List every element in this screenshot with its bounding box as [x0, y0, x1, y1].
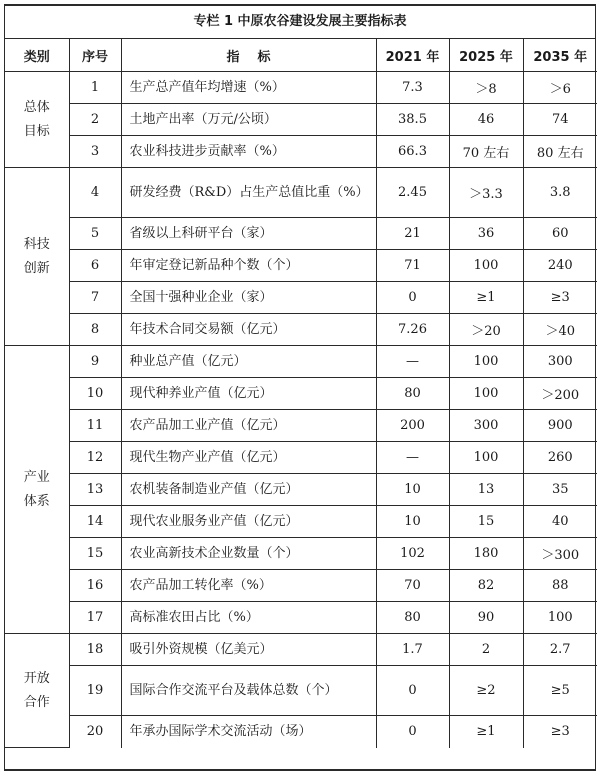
table-row [5, 442, 597, 474]
value-2025-cell: 180 [449, 538, 523, 570]
indicator-cell: 年承办国际学术交流活动（场） [121, 716, 376, 748]
category-cell [5, 346, 69, 634]
value-2021-cell: 2.45 [376, 168, 449, 218]
table-row [5, 602, 597, 634]
value-2021-cell: — [376, 346, 449, 378]
seq-cell: 12 [69, 442, 121, 474]
seq-cell: 17 [69, 602, 121, 634]
indicator-cell: 省级以上科研平台（家） [121, 218, 376, 250]
value-2021-cell: 1.7 [376, 634, 449, 666]
indicator-cell: 种业总产值（亿元） [121, 346, 376, 378]
indicator-cell: 研发经费（R&D）占生产总值比重（%） [121, 168, 376, 218]
value-2035-cell: 240 [523, 250, 597, 282]
category-label: 创新 [23, 260, 50, 276]
seq-cell: 10 [69, 378, 121, 410]
value-2021-cell: 0 [376, 666, 449, 716]
value-2035-cell: 2.7 [523, 634, 597, 666]
value-2025-cell: 70 左右 [449, 136, 523, 168]
indicator-cell: 农产品加工转化率（%） [121, 570, 376, 602]
value-2021-cell: 71 [376, 250, 449, 282]
header-2021: 2021 年 [376, 39, 449, 72]
value-2021-cell: 80 [376, 378, 449, 410]
indicator-cell: 现代生物产业产值（亿元） [121, 442, 376, 474]
value-2025-cell: 100 [449, 442, 523, 474]
value-2035-cell: 3.8 [523, 168, 597, 218]
table-body [5, 72, 597, 748]
seq-cell: 2 [69, 104, 121, 136]
value-2025-cell: ＞20 [449, 314, 523, 346]
value-2035-cell: ≥3 [523, 282, 597, 314]
indicator-cell: 吸引外资规模（亿美元） [121, 634, 376, 666]
value-2025-cell: 13 [449, 474, 523, 506]
value-2025-cell: 300 [449, 410, 523, 442]
table-row [5, 72, 597, 104]
value-2025-cell: 15 [449, 506, 523, 538]
value-2035-cell: 74 [523, 104, 597, 136]
seq-cell: 3 [69, 136, 121, 168]
value-2035-cell: 300 [523, 346, 597, 378]
value-2025-cell: 100 [449, 346, 523, 378]
table-row [5, 570, 597, 602]
value-2021-cell: 200 [376, 410, 449, 442]
header-seq: 序号 [69, 39, 121, 72]
value-2025-cell: 90 [449, 602, 523, 634]
indicator-cell: 国际合作交流平台及载体总数（个） [121, 666, 376, 716]
value-2025-cell: ≥2 [449, 666, 523, 716]
value-2035-cell: ＞200 [523, 378, 597, 410]
indicator-table [5, 39, 597, 748]
table-row [5, 218, 597, 250]
table-row [5, 104, 597, 136]
seq-cell: 6 [69, 250, 121, 282]
indicator-cell: 现代种养业产值（亿元） [121, 378, 376, 410]
value-2025-cell: 46 [449, 104, 523, 136]
value-2035-cell: ＞6 [523, 72, 597, 104]
seq-cell: 9 [69, 346, 121, 378]
table-row [5, 346, 597, 378]
value-2035-cell: 40 [523, 506, 597, 538]
value-2035-cell: 88 [523, 570, 597, 602]
category-label: 体系 [23, 493, 50, 509]
value-2035-cell: 80 左右 [523, 136, 597, 168]
value-2021-cell: 0 [376, 716, 449, 748]
value-2021-cell: 21 [376, 218, 449, 250]
seq-cell: 7 [69, 282, 121, 314]
value-2025-cell: 100 [449, 250, 523, 282]
category-label: 开放 [23, 670, 50, 686]
header-category: 类别 [5, 39, 69, 72]
value-2021-cell: 80 [376, 602, 449, 634]
seq-cell: 18 [69, 634, 121, 666]
seq-cell: 14 [69, 506, 121, 538]
seq-cell: 5 [69, 218, 121, 250]
table-row [5, 716, 597, 748]
value-2025-cell: ＞8 [449, 72, 523, 104]
value-2025-cell: 100 [449, 378, 523, 410]
indicator-cell: 全国十强种业企业（家） [121, 282, 376, 314]
value-2025-cell: 82 [449, 570, 523, 602]
value-2021-cell: 0 [376, 282, 449, 314]
indicator-cell: 高标准农田占比（%） [121, 602, 376, 634]
value-2035-cell: 260 [523, 442, 597, 474]
indicator-cell: 土地产出率（万元/公顷） [121, 104, 376, 136]
value-2021-cell: 7.3 [376, 72, 449, 104]
value-2035-cell: 60 [523, 218, 597, 250]
category-label: 合作 [23, 694, 50, 710]
value-2035-cell: 900 [523, 410, 597, 442]
seq-cell: 11 [69, 410, 121, 442]
indicator-cell: 现代农业服务业产值（亿元） [121, 506, 376, 538]
table-row [5, 538, 597, 570]
header-2035: 2035 年 [523, 39, 597, 72]
value-2035-cell: 35 [523, 474, 597, 506]
value-2025-cell: 2 [449, 634, 523, 666]
value-2021-cell: 38.5 [376, 104, 449, 136]
table-row [5, 314, 597, 346]
indicator-cell: 农产品加工业产值（亿元） [121, 410, 376, 442]
category-label: 产业 [23, 469, 50, 485]
value-2021-cell: — [376, 442, 449, 474]
value-2025-cell: ≥1 [449, 716, 523, 748]
value-2021-cell: 66.3 [376, 136, 449, 168]
value-2035-cell: ＞40 [523, 314, 597, 346]
value-2021-cell: 7.26 [376, 314, 449, 346]
table-row [5, 666, 597, 716]
seq-cell: 19 [69, 666, 121, 716]
seq-cell: 16 [69, 570, 121, 602]
indicator-cell: 农业科技进步贡献率（%） [121, 136, 376, 168]
category-cell [5, 634, 69, 748]
table-row [5, 474, 597, 506]
indicator-table-box [4, 4, 596, 771]
category-label: 目标 [23, 123, 50, 139]
seq-cell: 4 [69, 168, 121, 218]
value-2035-cell: ≥3 [523, 716, 597, 748]
value-2025-cell: ＞3.3 [449, 168, 523, 218]
table-row [5, 136, 597, 168]
table-row [5, 250, 597, 282]
value-2035-cell: ≥5 [523, 666, 597, 716]
header-indicator: 指 标 [121, 39, 376, 72]
seq-cell: 15 [69, 538, 121, 570]
indicator-cell: 年审定登记新品种个数（个） [121, 250, 376, 282]
category-label: 科技 [23, 236, 50, 252]
table-row [5, 410, 597, 442]
seq-cell: 1 [69, 72, 121, 104]
category-cell [5, 168, 69, 346]
value-2021-cell: 10 [376, 506, 449, 538]
indicator-cell: 年技术合同交易额（亿元） [121, 314, 376, 346]
table-row [5, 634, 597, 666]
value-2021-cell: 10 [376, 474, 449, 506]
value-2025-cell: 36 [449, 218, 523, 250]
table-row [5, 378, 597, 410]
header-2025: 2025 年 [449, 39, 523, 72]
value-2021-cell: 102 [376, 538, 449, 570]
table-title: 专栏 1 中原农谷建设发展主要指标表 [5, 6, 595, 39]
category-label: 总体 [23, 99, 50, 115]
seq-cell: 13 [69, 474, 121, 506]
value-2021-cell: 70 [376, 570, 449, 602]
seq-cell: 20 [69, 716, 121, 748]
value-2035-cell: 100 [523, 602, 597, 634]
category-cell [5, 72, 69, 168]
indicator-cell: 生产总产值年均增速（%） [121, 72, 376, 104]
header-row [5, 39, 597, 72]
indicator-cell: 农业高新技术企业数量（个） [121, 538, 376, 570]
table-row [5, 168, 597, 218]
value-2035-cell: ＞300 [523, 538, 597, 570]
indicator-cell: 农机装备制造业产值（亿元） [121, 474, 376, 506]
value-2025-cell: ≥1 [449, 282, 523, 314]
table-row [5, 282, 597, 314]
table-row [5, 506, 597, 538]
seq-cell: 8 [69, 314, 121, 346]
